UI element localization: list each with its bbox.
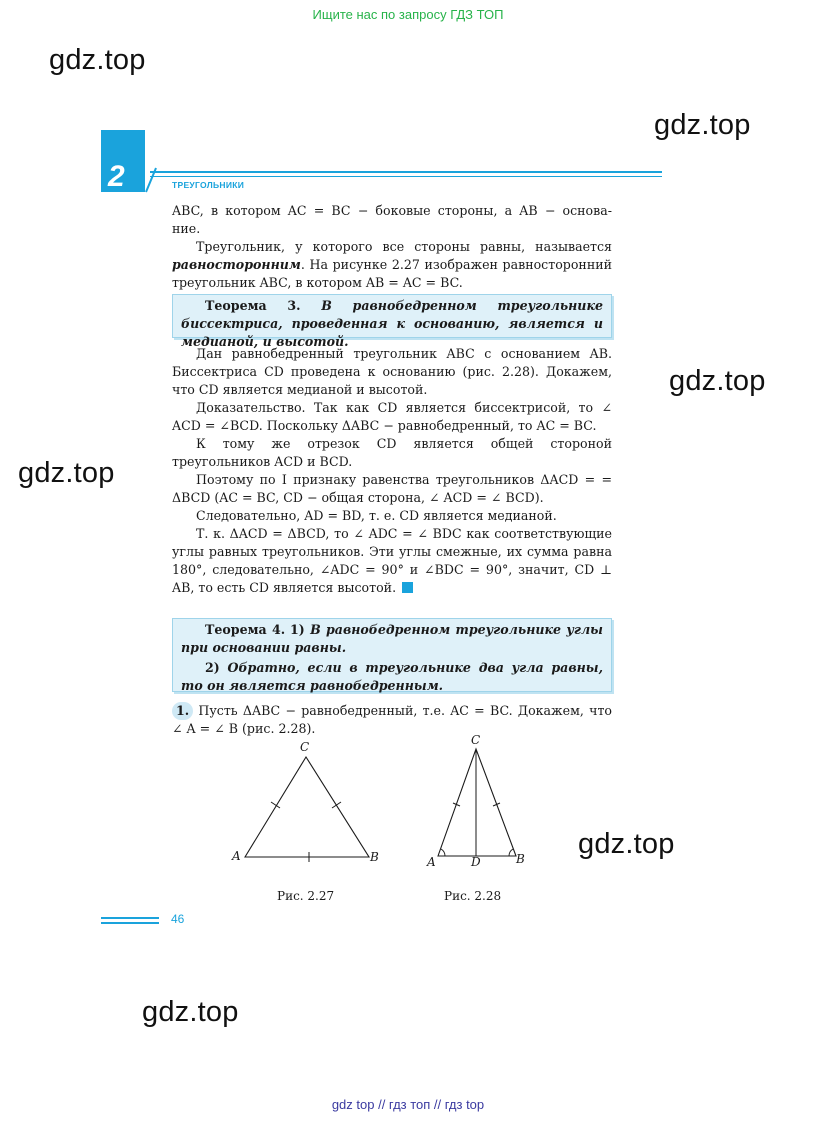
theorem-4-label: Теорема 4. — [205, 622, 286, 637]
paragraph-equilateral: Треугольник, у которого все стороны равны, называется равносторонним. На рисунке 2.27 изображен равносторонний треугольник ABC, в котором AB = AC = BC. — [172, 239, 612, 290]
theorem-3-label: Теорема 3. — [205, 298, 301, 313]
step-number: 1. — [172, 702, 193, 720]
figure-2-28-isosceles-triangle — [424, 732, 534, 870]
chapter-title: ТРЕУГОЛЬНИКИ — [172, 180, 245, 190]
proof-block — [172, 345, 612, 597]
term-equilateral: равносторонним — [172, 257, 301, 272]
header-rule-thin — [150, 176, 662, 177]
vertex-label-c: C — [300, 740, 310, 754]
theorem-3-text: В равнобедренном треугольнике биссектриса, проведенная к основанию, является и медианой, и высотой. — [181, 298, 604, 349]
point-label-d: D — [471, 855, 481, 869]
vertex-label-a: A — [232, 849, 241, 863]
watermark: gdz.top — [18, 457, 115, 489]
footer-rule — [101, 922, 159, 924]
page-number: 46 — [171, 912, 185, 926]
theorem-4-part-1: В равнобедренном треугольнике углы при основании равны. — [181, 622, 603, 655]
watermark: gdz.top — [669, 365, 766, 397]
proof-paragraph: Т. к. ΔACD = ΔBCD, то ∠ ADC = ∠ BDC как соответствующие углы равных треугольников. Эти углы смежные, их сумма равна 180°, следовательно, ∠ADC = 90° и ∠BDC = 90°, значит, CD ⊥ AB, то есть CD является высотой. — [172, 526, 612, 595]
proof-paragraph: К тому же отрезок CD является общей стороной треугольников ACD и BCD. — [172, 436, 612, 469]
theorem-3-box — [172, 294, 612, 349]
step-1-paragraph: 1. Пусть ΔABC − равнобедренный, т.е. AC = BC. Докажем, что ∠ A = ∠ B (рис. 2.28). — [172, 703, 612, 736]
paragraph-intro: ABC, в котором AC = BC − боковые стороны, а AB − основа- ние. — [172, 203, 612, 236]
figure-2-27-equilateral-triangle — [228, 736, 388, 871]
theorem-4-box: Теорема 4. 1) В равнобедренном треугольнике углы при основании равны. 2) Обратно, если в треугольнике два угла равны, то он является равнобедренным. — [172, 618, 612, 692]
proof-paragraph: Доказательство. Так как CD является биссектрисой, то ∠ ACD = ∠BCD. Поскольку ΔABC − равнобедренный, то AC = BC. — [172, 400, 612, 433]
vertex-label-b: B — [370, 850, 379, 864]
chapter-number: 2 — [108, 160, 125, 193]
bottom-links[interactable]: gdz top // гдз топ // гдз top — [331, 1097, 485, 1112]
proof-paragraph: Поэтому по I признаку равенства треугольников ΔACD = = ΔBCD (AC = BC, CD − общая сторона, ∠ ACD = ∠ BCD). — [172, 472, 612, 505]
watermark: gdz.top — [49, 44, 146, 76]
header-rule — [150, 171, 662, 173]
vertex-label-b: B — [516, 852, 525, 866]
figure-2-28-caption: Рис. 2.28 — [444, 889, 502, 903]
proof-paragraph: Следовательно, AD = BD, т. е. CD является медианой. — [196, 508, 557, 523]
vertex-label-a: A — [427, 855, 436, 869]
footer-rule — [101, 917, 159, 919]
watermark: gdz.top — [654, 109, 751, 141]
proof-paragraph: Дан равнобедренный треугольник ABC с основанием AB. Биссектриса CD проведена к основанию (рис. 2.28). Докажем, что CD является медианой и высотой. — [172, 346, 612, 397]
end-of-proof-icon — [402, 582, 413, 593]
top-search-link[interactable]: Ищите нас по запросу ГДЗ ТОП — [312, 7, 504, 22]
watermark: gdz.top — [142, 996, 239, 1028]
figure-2-27-caption: Рис. 2.27 — [277, 889, 335, 903]
watermark: gdz.top — [578, 828, 675, 860]
vertex-label-c: C — [471, 733, 481, 747]
theorem-4-part-2: Обратно, если в треугольнике два угла равны, то он является равнобедренным. — [181, 660, 603, 693]
